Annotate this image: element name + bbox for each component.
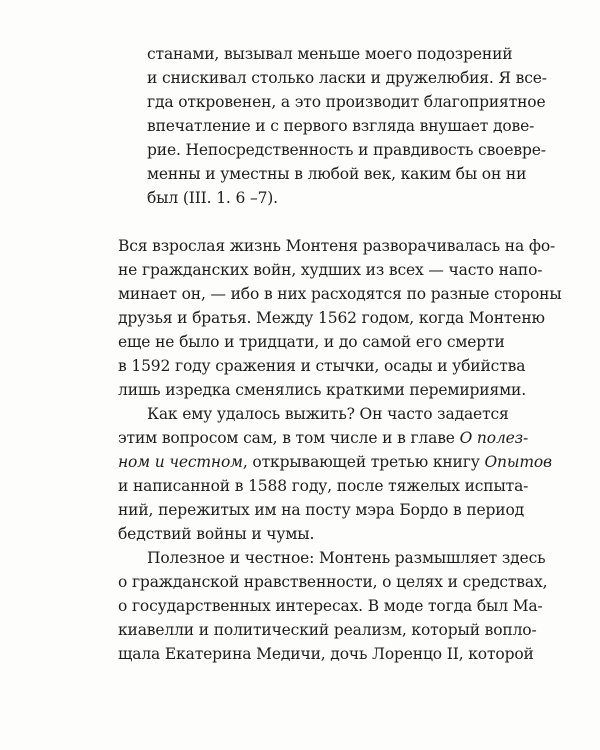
paragraph-line: о государственных интересах. В моде тогда был Ма- bbox=[118, 597, 543, 615]
paragraph-line: не гражданских войн, худших из всех — часто напо- bbox=[118, 261, 543, 279]
paragraph-line: о гражданской нравственности, о целях и средствах, bbox=[118, 573, 548, 591]
quote-line: рие. Непосредственность и правдивость своевре- bbox=[147, 141, 546, 159]
quote-line: гда откровенен, а это производит благоприятное bbox=[147, 93, 546, 111]
paragraph-line: киавелли и политический реализм, который вопло- bbox=[118, 621, 537, 639]
quote-line: и снискивал столько ласки и дружелюбия. Я все- bbox=[147, 69, 547, 87]
paragraph-line: лишь изредка сменялись краткими перемириями. bbox=[118, 381, 526, 399]
paragraph-line: Вся взрослая жизнь Монтеня разворачивалась на фо- bbox=[118, 237, 556, 255]
quote-line: станами, вызывал меньше моего подозрений bbox=[147, 45, 513, 63]
paragraph-line: бедствий войны и чумы. bbox=[118, 525, 315, 543]
paragraph-line: и написанной в 1588 году, после тяжелых испыта- bbox=[118, 477, 529, 495]
quote-line: менны и уместны в любой век, каким бы он ни bbox=[147, 165, 527, 183]
text-run: этим вопросом сам, в том числе и в главе bbox=[118, 429, 460, 447]
paragraph-line: в 1592 году сражения и стычки, осады и убийства bbox=[118, 357, 526, 375]
paragraph-line: ний, пережитых им на посту мэра Бордо в период bbox=[118, 501, 525, 519]
paragraph-line bbox=[118, 452, 552, 472]
quote-line: был (III. 1. 6 –7). bbox=[147, 189, 278, 207]
paragraph-line: друзья и братья. Между 1562 годом, когда Монтеню bbox=[118, 309, 545, 327]
chapter-title: О полез- bbox=[459, 429, 529, 447]
paragraph-line bbox=[118, 428, 528, 448]
paragraph-line: еще не было и тридцати, и до самой его смерти bbox=[118, 333, 505, 351]
book-title: Опытов bbox=[484, 453, 552, 471]
text-run: , открывающей третью книгу bbox=[242, 453, 485, 471]
chapter-title: ном и честном bbox=[118, 453, 243, 471]
quote-line: впечатление и с первого взгляда внушает дове- bbox=[147, 117, 535, 135]
paragraph-line: минает он, — ибо в них расходятся по разные стороны bbox=[118, 285, 562, 303]
paragraph-line: Как ему удалось выжить? Он часто задается bbox=[147, 405, 509, 423]
paragraph-line: Полезное и честное: Монтень размышляет здесь bbox=[147, 549, 546, 567]
paragraph-line: щала Екатерина Медичи, дочь Лоренцо II, которой bbox=[118, 645, 534, 663]
